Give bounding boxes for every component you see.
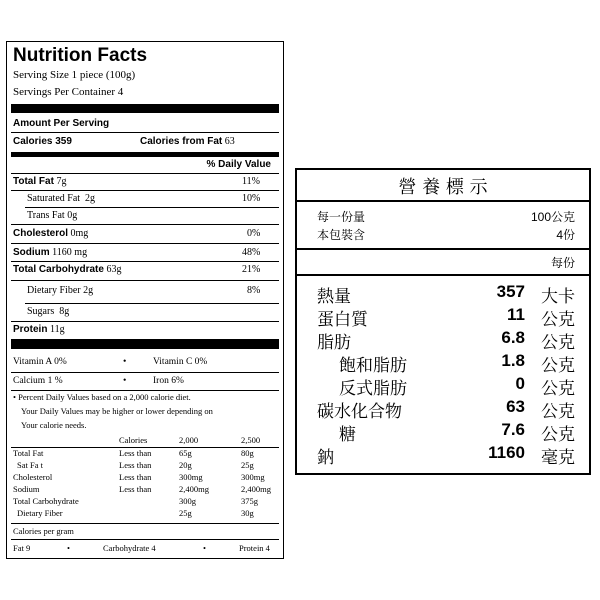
table-row-label: Dietary Fiber: [17, 508, 63, 518]
table-row-cond: Less than: [119, 460, 152, 470]
table-row-v1: 65g: [179, 448, 192, 458]
row-label-protein: 蛋白質: [317, 310, 368, 330]
table-row-cond: Less than: [119, 448, 152, 458]
footnote-line-3: Your calorie needs.: [21, 420, 87, 430]
row-value: 1160: [488, 443, 525, 462]
table-row-label: Total Fat: [13, 448, 44, 458]
nutrition-facts-title: Nutrition Facts: [13, 45, 148, 66]
nutrient-row-total-fat: Total Fat 7g: [13, 176, 67, 187]
row-label-trans-fat: 反式脂肪: [339, 379, 407, 399]
table-row-v2: 375g: [241, 496, 258, 506]
thick-divider: [11, 104, 279, 113]
nutrient-dv: 0%: [247, 228, 261, 239]
nutrient-row-dietary-fiber: Dietary Fiber 2g: [27, 285, 94, 296]
footnote-line-1: • Percent Daily Values based on a 2,000 calorie diet.: [13, 392, 191, 402]
row-label-fat: 脂肪: [317, 333, 351, 353]
divider: [297, 248, 589, 250]
package-value: 4份: [556, 228, 575, 242]
medium-divider: [11, 152, 279, 157]
table-row-v1: 300g: [179, 496, 196, 506]
nutrient-row-sugars: Sugars 8g: [27, 306, 70, 317]
nutrient-row-saturated-fat: Saturated Fat 2g: [27, 193, 96, 204]
divider: [11, 224, 279, 225]
table-row-label: Cholesterol: [13, 472, 53, 482]
table-row-v2: 80g: [241, 448, 254, 458]
row-value: 0: [515, 374, 525, 393]
row-unit: 公克: [541, 310, 575, 330]
divider: [11, 390, 279, 391]
nutrient-row-trans-fat: Trans Fat 0g: [27, 210, 78, 221]
divider: [25, 303, 279, 304]
row-value: 6.8: [501, 328, 525, 347]
protein-per-gram: Protein 4: [239, 543, 270, 553]
row-value: 357: [496, 282, 525, 301]
row-unit: 公克: [541, 379, 575, 399]
calories-from-fat: Calories from Fat 63: [140, 136, 235, 147]
vitamin-c: Vitamin C 0%: [153, 357, 208, 367]
divider: [11, 173, 279, 174]
servings-per-container: Servings Per Container 4: [13, 86, 124, 98]
per-serving-header: 每份: [550, 256, 575, 270]
table-row-v2: 2,400mg: [241, 484, 271, 494]
row-value: 63: [506, 397, 525, 416]
table-header-2500: 2,500: [241, 435, 261, 445]
divider: [11, 372, 279, 373]
divider: [297, 274, 589, 276]
row-unit: 公克: [541, 356, 575, 376]
nutrient-dv: 21%: [242, 264, 261, 275]
divider: [11, 280, 279, 281]
row-value: 7.6: [501, 420, 525, 439]
serving-value: 100公克: [530, 210, 575, 224]
calcium: Calcium 1 %: [13, 376, 63, 386]
row-unit: 公克: [541, 425, 575, 445]
table-header-2000: 2,000: [179, 435, 199, 445]
divider: [11, 132, 279, 133]
row-unit: 大卡: [541, 287, 575, 307]
divider: [11, 523, 279, 524]
nutrient-row-sodium: Sodium 1160 mg: [13, 247, 88, 258]
row-label-sodium: 鈉: [317, 448, 334, 468]
divider: [11, 190, 279, 191]
carbohydrate-per-gram: Carbohydrate 4: [103, 543, 156, 553]
calories: Calories 359: [13, 136, 72, 147]
table-row-v1: 2,400mg: [179, 484, 209, 494]
bullet: •: [67, 543, 70, 553]
row-label-calories: 熱量: [317, 287, 351, 307]
row-unit: 公克: [541, 402, 575, 422]
nutrient-dv: 8%: [247, 285, 261, 296]
divider: [11, 539, 279, 540]
table-row-v2: 300mg: [241, 472, 265, 482]
table-row-v1: 300mg: [179, 472, 203, 482]
row-unit: 毫克: [541, 448, 575, 468]
iron: Iron 6%: [153, 376, 184, 386]
table-row-v1: 20g: [179, 460, 192, 470]
nutrient-dv: 10%: [242, 193, 261, 204]
nutrient-row-cholesterol: Cholesterol 0mg: [13, 228, 89, 239]
table-header-calories: Calories: [119, 435, 148, 445]
row-value: 11: [507, 305, 525, 324]
nutrient-dv: 11%: [242, 176, 260, 187]
row-label-saturated-fat: 飽和脂肪: [339, 356, 407, 376]
table-row-cond: Less than: [119, 472, 152, 482]
package-label: 本包裝含: [317, 228, 366, 242]
vitamin-a: Vitamin A 0%: [13, 357, 67, 367]
divider: [25, 207, 279, 208]
calories-per-gram: Calories per gram: [13, 526, 74, 536]
fat-per-gram: Fat 9: [13, 543, 31, 553]
chinese-nutrition-label: [295, 168, 591, 475]
serving-label: 每一份量: [317, 210, 366, 224]
table-row-label: Sat Fa t: [17, 460, 43, 470]
nutrient-row-total-carbohydrate: Total Carbohydrate 63g: [13, 264, 122, 275]
bullet: •: [123, 376, 127, 386]
footnote-line-2: Your Daily Values may be higher or lower depending on: [21, 406, 213, 416]
table-row-label: Total Carbohydrate: [13, 496, 79, 506]
nutrient-row-protein: Protein 11g: [13, 324, 65, 335]
table-row-v2: 30g: [241, 508, 254, 518]
chinese-label-title: 營 養 標 示: [398, 177, 488, 198]
row-label-carbohydrate: 碳水化合物: [317, 402, 402, 422]
nutrient-dv: 48%: [242, 247, 261, 258]
table-row-cond: Less than: [119, 484, 152, 494]
table-row-v2: 25g: [241, 460, 254, 470]
daily-value-header: % Daily Value: [206, 159, 271, 170]
row-label-sugar: 糖: [339, 425, 356, 445]
divider: [11, 243, 279, 244]
bullet: •: [203, 543, 206, 553]
row-unit: 公克: [541, 333, 575, 353]
serving-size: Serving Size 1 piece (100g): [13, 69, 136, 81]
divider: [297, 200, 589, 202]
divider: [11, 261, 279, 262]
bullet: •: [123, 357, 127, 367]
nutrition-facts-label: [6, 41, 284, 559]
table-row-v1: 25g: [179, 508, 192, 518]
table-row-label: Sodium: [13, 484, 40, 494]
row-value: 1.8: [501, 351, 525, 370]
divider: [11, 321, 279, 322]
amount-per-serving: Amount Per Serving: [13, 118, 110, 129]
thick-divider: [11, 339, 279, 349]
